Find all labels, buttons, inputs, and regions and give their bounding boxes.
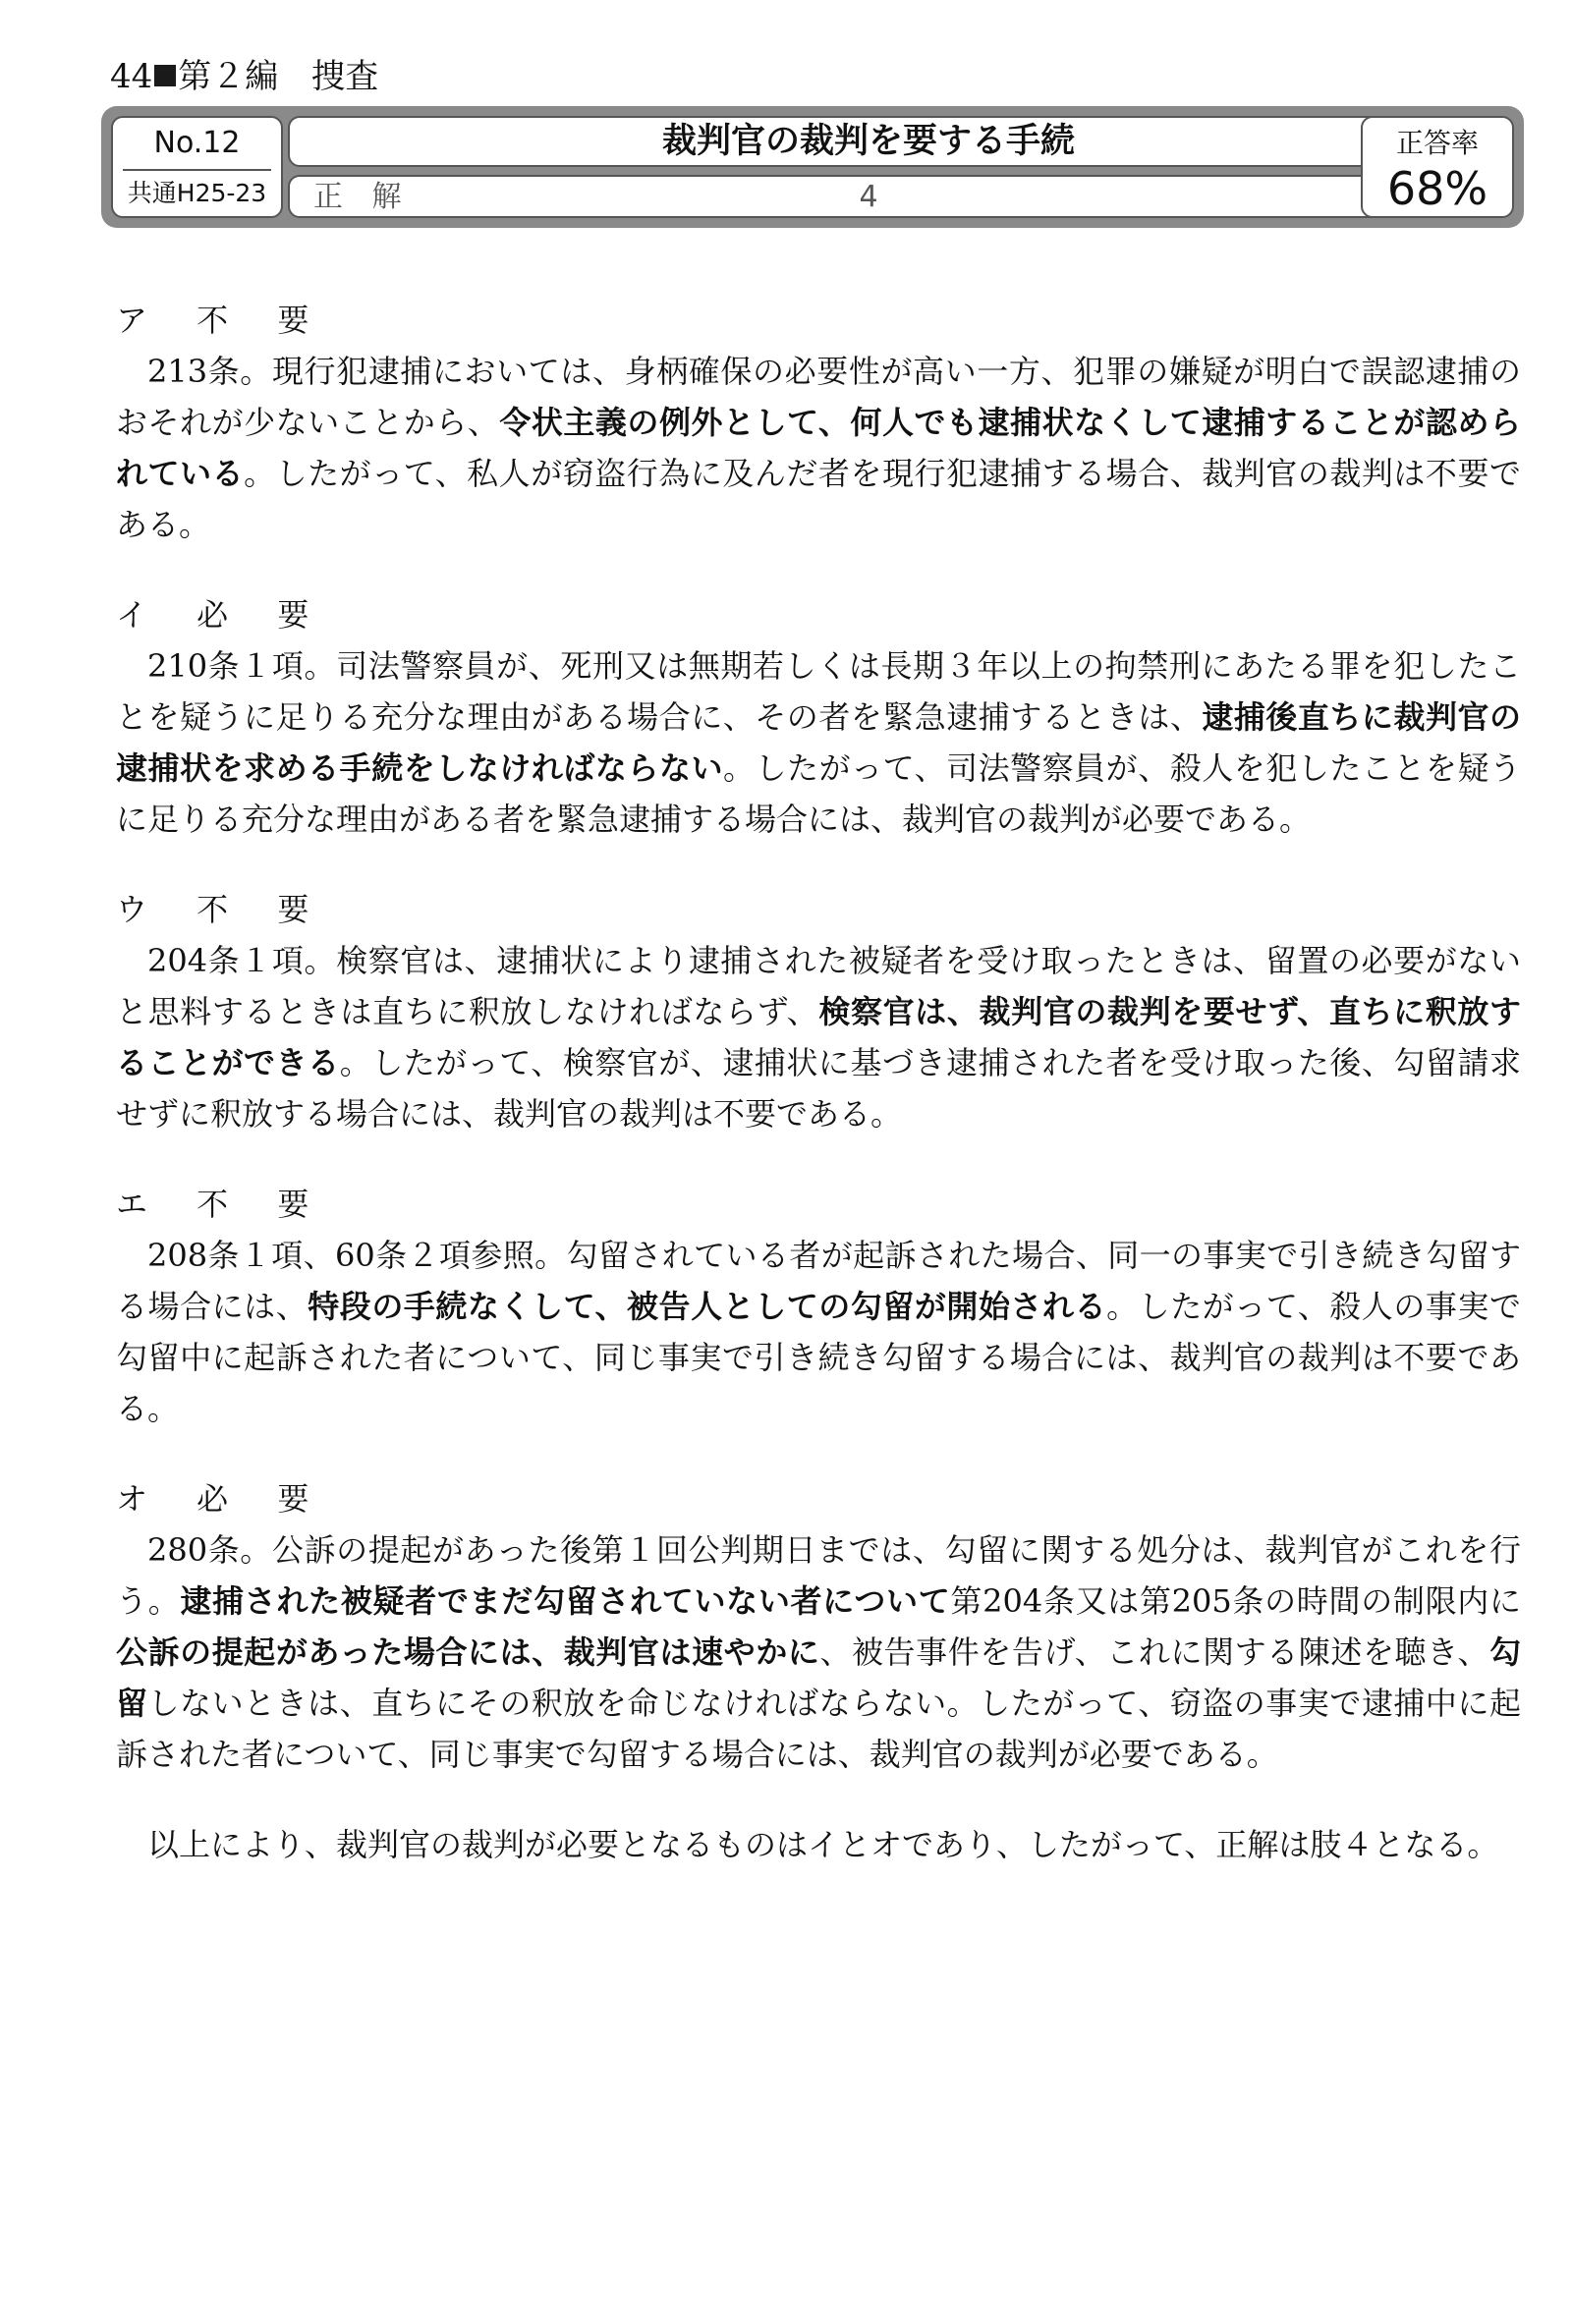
option-heading: ウ 不 要 [116, 891, 329, 928]
option-heading: イ 必 要 [116, 596, 329, 634]
option-heading: ア 不 要 [116, 302, 329, 339]
text-run: 280条。公訴の提起があった後第１回公判期日までは、勾留に関する処分は、裁判官がこれを行う。 [116, 1531, 1521, 1620]
answer-value: 4 [859, 180, 878, 214]
conclusion: 以上により、裁判官の裁判が必要となるものはイとオであり、したがって、正解は肢４となる。 [147, 1826, 1499, 1863]
divider [123, 169, 271, 171]
explanation-content [116, 295, 1521, 1870]
text-run: 204条１項。検察官は、逮捕状により逮捕された被疑者を受け取ったときは、留置の必要がないと思料するときは直ちに釈放しなければならず、 [116, 942, 1521, 1030]
option-explanation [116, 1230, 1521, 1434]
emphasis-run: 勾留 [116, 1633, 1521, 1722]
emphasis-run: 検察官は、裁判官の裁判を要せず、直ちに釈放することができる [116, 993, 1521, 1081]
option-explanation [116, 640, 1521, 845]
question-title: 裁判官の裁判を要する手続 [288, 116, 1449, 167]
text-run: 。したがって、私人が窃盗行為に及んだ者を現行犯逮捕する場合、裁判官の裁判は不要である。 [116, 455, 1521, 543]
text-run: 、被告事件を告げ、これに関する陳述を聴き、 [819, 1633, 1489, 1671]
question-header-box [101, 106, 1524, 228]
text-run: 。したがって、司法警察員が、殺人を犯したことを疑うに足りる充分な理由がある者を緊急逮捕する場合には、裁判官の裁判が必要である。 [116, 749, 1521, 838]
emphasis-run: 逮捕された被疑者でまだ勾留されていない者について [180, 1582, 951, 1620]
answer-bar [288, 175, 1449, 218]
question-number: No.12 [153, 126, 241, 160]
part-label: 第２編 [178, 57, 279, 96]
page-number: 44 [110, 57, 153, 96]
emphasis-run: 逮捕後直ちに裁判官の逮捕状を求める手続をしなければならない [116, 698, 1521, 787]
option-item [116, 1179, 1521, 1434]
question-source: 共通H25-23 [127, 179, 267, 207]
square-mark-icon [154, 65, 176, 86]
text-run: 210条１項。司法警察員が、死刑又は無期若しくは長期３年以上の拘禁刑にあたる罪を犯したことを疑うに足りる充分な理由がある場合に、その者を緊急逮捕するときは、 [116, 647, 1521, 736]
answer-label: 正 解 [313, 180, 412, 214]
emphasis-run: 令状主義の例外として、何人でも逮捕状なくして逮捕することが認められている [116, 404, 1521, 492]
question-number-cell [111, 116, 283, 218]
text-run: 。したがって、殺人の事実で勾留中に起訴された者について、同じ事実で引き続き勾留する場合には、裁判官の裁判は不要である。 [116, 1288, 1521, 1427]
option-explanation [116, 935, 1521, 1139]
text-run: 213条。現行犯逮捕においては、身柄確保の必要性が高い一方、犯罪の嫌疑が明白で誤認逮捕のおそれが少ないことから、 [116, 353, 1521, 441]
emphasis-run: 特段の手続なくして、被告人としての勾留が開始される [308, 1288, 1107, 1325]
option-explanation [116, 1524, 1521, 1780]
option-item [116, 884, 1521, 1139]
option-heading: オ 必 要 [116, 1480, 329, 1518]
option-heading: エ 不 要 [116, 1186, 329, 1223]
text-run: 208条１項、60条２項参照。勾留されている者が起訴された場合、同一の事実で引き続き勾留する場合には、 [116, 1237, 1521, 1325]
text-run: 第204条又は第205条の時間の制限内に [950, 1582, 1521, 1620]
option-item [116, 1473, 1521, 1780]
option-explanation [116, 346, 1521, 550]
emphasis-run: 公訴の提起があった場合には、裁判官は速やかに [116, 1633, 820, 1671]
chapter-label: 捜査 [311, 57, 379, 96]
correct-rate-cell [1361, 116, 1514, 218]
running-header [110, 53, 378, 100]
option-item [116, 295, 1521, 550]
option-item [116, 589, 1521, 845]
text-run: しないときは、直ちにその釈放を命じなければならない。したがって、窃盗の事実で逮捕中に起訴された者について、同じ事実で勾留する場合には、裁判官の裁判が必要である。 [116, 1685, 1521, 1773]
correct-rate-value: 68% [1386, 162, 1488, 215]
text-run: 。したがって、検察官が、逮捕状に基づき逮捕された者を受け取った後、勾留請求せずに釈放する場合には、裁判官の裁判は不要である。 [116, 1044, 1521, 1133]
correct-rate-label: 正答率 [1395, 127, 1479, 159]
